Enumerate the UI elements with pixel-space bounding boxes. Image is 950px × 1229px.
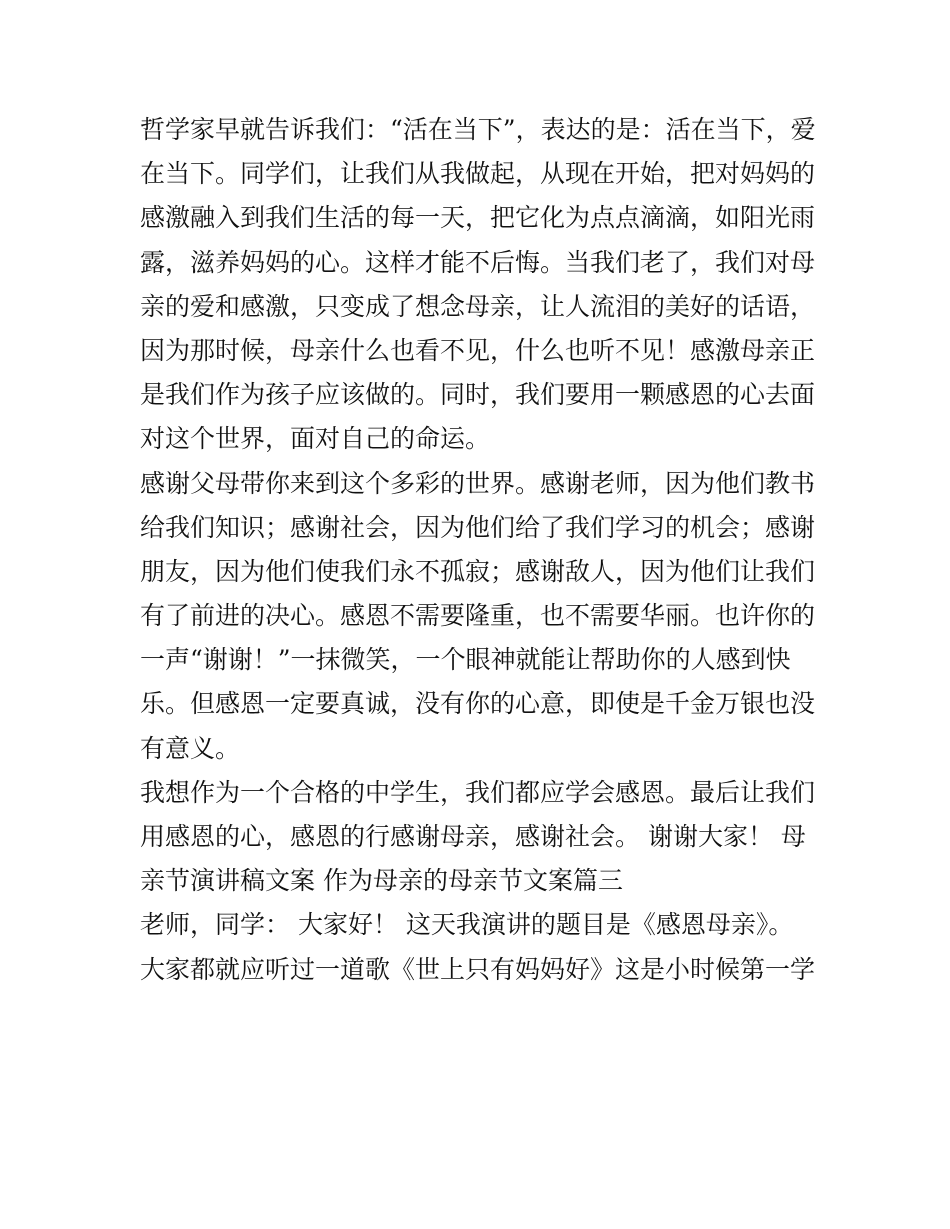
text-line: 老师，同学： 大家好！ 这天我演讲的题目是《感恩母亲》。: [140, 910, 794, 940]
text-line: 朋友，因为他们使我们永不孤寂；感谢敌人，因为他们让我们: [140, 556, 816, 586]
text-line: 乐。但感恩一定要真诚，没有你的心意，即使是千金万银也没: [140, 689, 816, 719]
text-line: 有意义。: [140, 733, 241, 763]
text-line: 亲的爱和感激，只变成了想念母亲，让人流泪的美好的话语，: [140, 291, 816, 321]
text-line: 有了前进的决心。感恩不需要隆重，也不需要华丽。也许你的: [140, 601, 816, 631]
text-line: 在当下。同学们，让我们从我做起，从现在开始，把对妈妈的: [140, 159, 816, 189]
text-line: 亲节演讲稿文案 作为母亲的母亲节文案篇三: [140, 866, 623, 896]
text-line: 感谢父母带你来到这个多彩的世界。感谢老师，因为他们教书: [140, 468, 816, 498]
text-line: 露，滋养妈妈的心。这样才能不后悔。当我们老了，我们对母: [140, 247, 816, 277]
text-line: 给我们知识；感谢社会，因为他们给了我们学习的机会；感谢: [140, 512, 816, 542]
text-line: 用感恩的心，感恩的行感谢母亲，感谢社会。 谢谢大家！ 母: [140, 822, 806, 851]
text-line: 是我们作为孩子应该做的。同时，我们要用一颗感恩的心去面: [140, 380, 816, 410]
text-line: 哲学家早就告诉我们：“活在当下”，表达的是：活在当下，爱: [140, 115, 816, 144]
text-line: 我想作为一个合格的中学生，我们都应学会感恩。最后让我们: [140, 777, 816, 807]
document-body: [140, 108, 820, 992]
text-line: 因为那时候，母亲什么也看不见，什么也听不见！感激母亲正: [140, 335, 816, 365]
text-line: 感激融入到我们生活的每一天，把它化为点点滴滴，如阳光雨: [140, 203, 816, 233]
text-line: 对这个世界，面对自己的命运。: [140, 424, 491, 454]
text-line: 大家都就应听过一道歌《世上只有妈妈好》这是小时候第一学: [140, 954, 816, 984]
text-line: 一声“谢谢！”一抹微笑，一个眼神就能让帮助你的人感到快: [140, 645, 791, 675]
